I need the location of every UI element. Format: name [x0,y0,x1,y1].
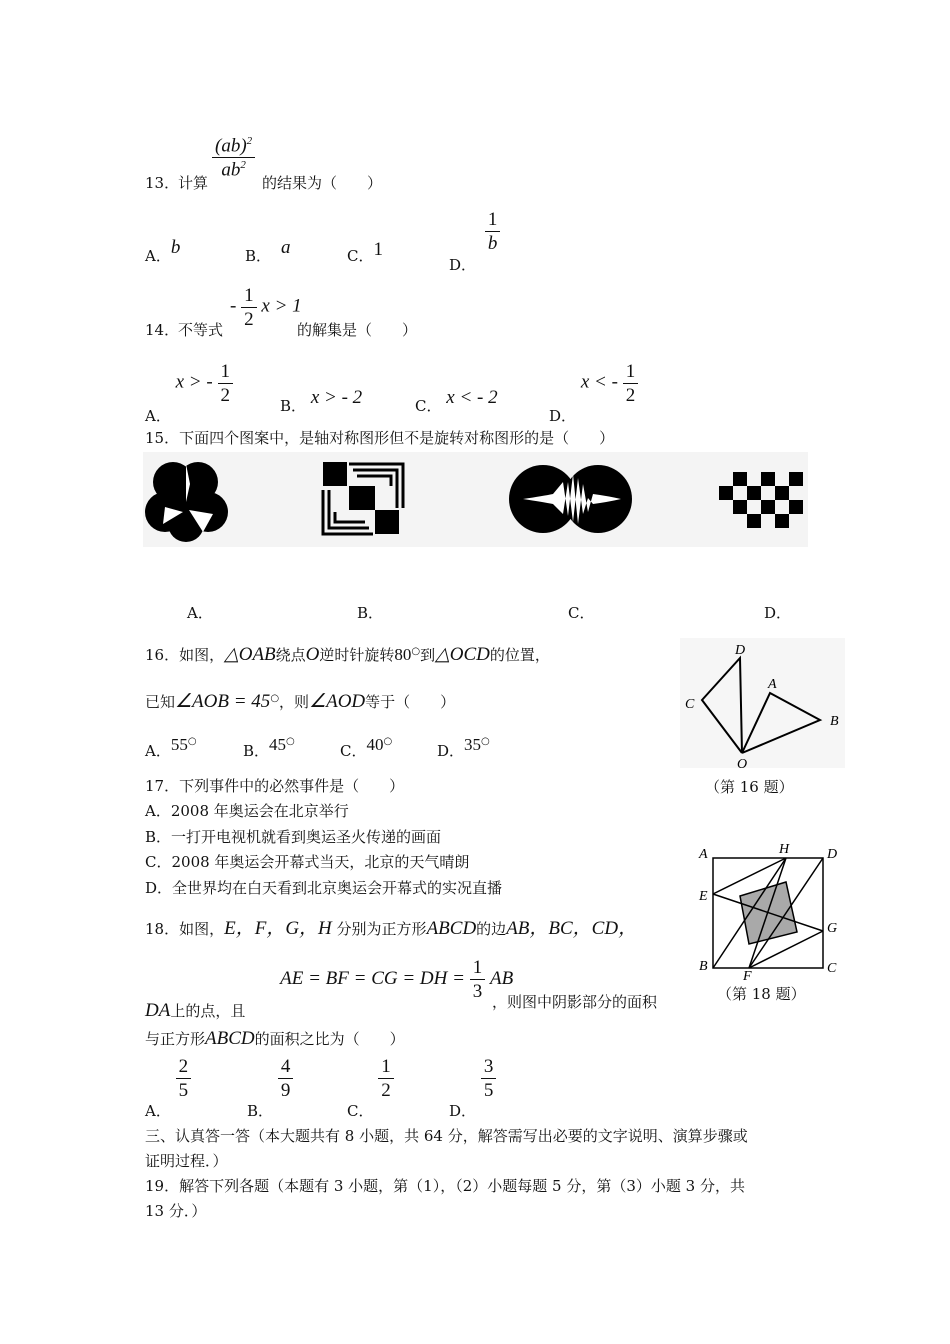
q13-option-a: A．b [145,237,181,265]
svg-text:F: F [743,969,752,980]
figure-a-trefoil [145,462,228,542]
q15-question: 15．下面四个图案中，是轴对称图形但不是旋转对称图形的是（ ） [145,429,615,447]
svg-text:H: H [779,842,790,857]
q14-number: 14． [145,321,180,339]
q14-lead: 不等式 [178,321,224,339]
q19-line2: 13 分．） [145,1202,207,1220]
section3-line1: 三、认真答一答（本大题共有 8 小题，共 64 分，解答需写出必要的文字说明、演算步骤或 [145,1127,748,1145]
q18-line2-tail: ，则图中阴影部分的面积 [492,993,658,1011]
svg-text:B: B [699,959,708,974]
q15-label-b: B． [357,604,384,622]
q18-figure [693,838,843,980]
q15-figures [143,452,808,547]
q18-option-a: A． $\frac{2}{5}$ [145,1057,191,1100]
q18-caption: （第 18 题） [717,985,806,1003]
svg-text:A: A [768,677,777,692]
svg-text:C: C [685,697,695,712]
q18-option-d: D． $\frac{3}{5}$ [449,1057,496,1100]
q13-option-b: B． a [245,237,291,265]
q13-number: 13． [145,174,180,192]
q13-expression: $\frac{(ab)^2}{ab^2}$ [212,136,255,180]
svg-text:A: A [699,847,708,862]
svg-text:C: C [827,961,837,976]
q13-option-c: C．1 [347,239,383,265]
q16-option-b: B．45○ [243,735,295,760]
q13-option-d: D． $\frac{1}{b}$ [449,210,500,253]
svg-text:D: D [827,847,838,862]
q17-option-d: D．全世界均在白天看到北京奥运会开幕式的实况直播 [145,879,503,897]
q19-line1: 19．解答下列各题（本题有 3 小题，第（1），（2）小题每题 5 分，第（3）小题 3 分，共 [145,1177,745,1195]
q16-figure [680,638,845,768]
q17-option-b: B．一打开电视机就看到奥运圣火传递的画面 [145,828,442,846]
q18-option-b: B． $\frac{4}{9}$ [247,1057,293,1100]
q16-option-d: D．35○ [437,735,490,760]
q16-option-c: C．40○ [340,735,393,760]
svg-text:B: B [830,714,839,729]
q15-label-a: A． [187,604,213,622]
q16-option-a: A．55○ [145,735,197,760]
q18-line3: 与正方形ABCD的面积之比为（ ） [145,1028,405,1049]
q16-line1: 16．如图，△OAB绕点O逆时针旋转80○到△OCD的位置， [145,644,550,665]
q18-option-c: C． $\frac{1}{2}$ [347,1057,394,1100]
q13-tail: 的结果为（ ） [262,174,383,192]
q14-option-c: C． x < - 2 [415,387,498,415]
svg-text:D: D [735,643,746,658]
svg-text:E: E [699,889,708,904]
section3-line2: 证明过程．） [145,1152,228,1170]
q17-question: 17．下列事件中的必然事件是（ ） [145,777,405,795]
q14-tail: 的解集是（ ） [297,321,418,339]
q17-option-c: C．2008 年奥运会开幕式当天，北京的天气晴朗 [145,853,470,871]
q16-line2: 已知∠AOB = 45○，则∠AOD等于（ ） [145,691,456,712]
q13-lead: 计算 [178,174,209,192]
q14-option-a: A． x > - $\frac{1}{2}$ [145,362,233,405]
q17-option-a: A．2008 年奥运会在北京举行 [145,802,349,820]
svg-text:O: O [737,757,748,768]
q14-expression: - $\frac{1}{2}$ x > 1 [230,285,302,330]
q18-line2: DA上的点，且 AE = BF = CG = DH = $\frac{1}{3}$ AB [145,957,514,1021]
svg-text:G: G [827,921,838,936]
q18-line1: 18．如图，E，F，G，H 分别为正方形ABCD的边AB，BC，CD， [145,918,638,939]
q15-label-c: C． [568,604,595,622]
q15-label-d: D． [764,604,792,622]
q16-caption: （第 16 题） [705,778,794,796]
q14-option-d: D． x < - $\frac{1}{2}$ [549,362,638,405]
q14-option-b: B． x > - 2 [280,387,363,415]
